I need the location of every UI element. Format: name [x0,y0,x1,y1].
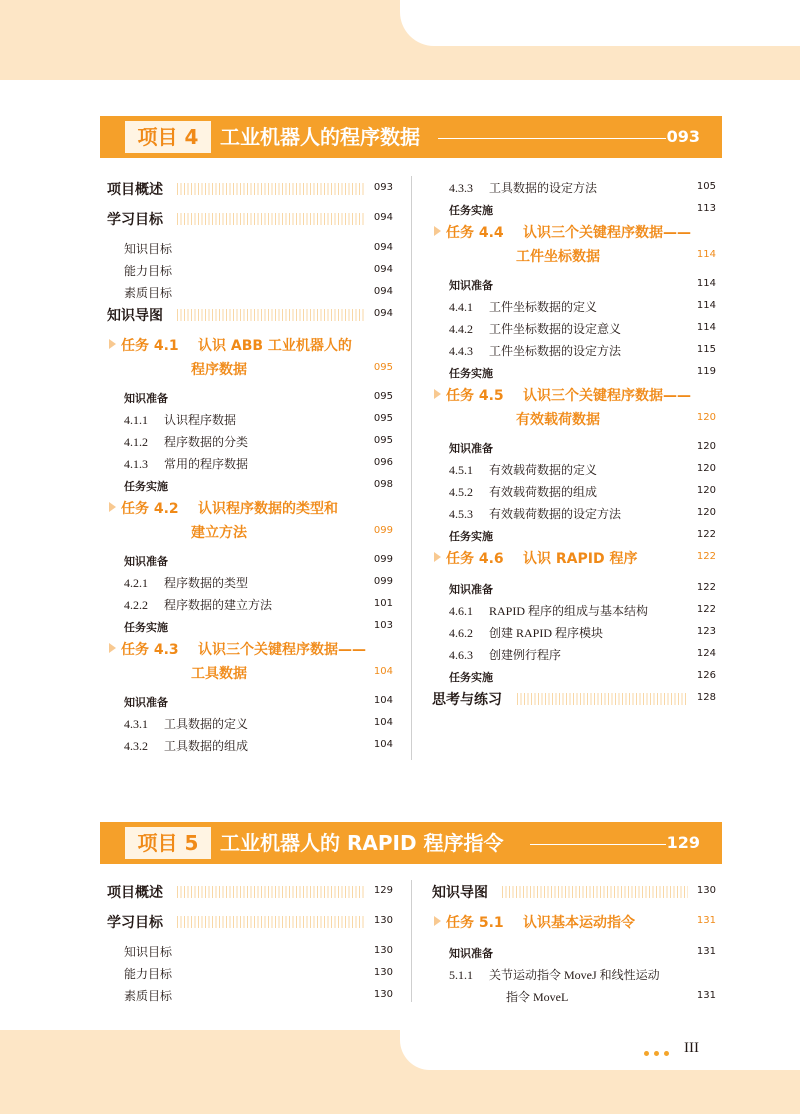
page-number-ref: 099 [373,554,393,565]
project-4-title: 工业机器人的程序数据 [220,125,420,149]
page-number-ref: 130 [373,967,393,978]
task-arrow-icon [434,916,441,926]
section-title [449,298,597,315]
section-text: 认识程序数据 [164,413,237,427]
section-text: 工件坐标数据的设定方法 [489,344,622,358]
page-number-ref: 114 [696,300,716,311]
section-title [124,433,248,450]
project-5-title-rule [530,844,666,845]
section-text: 工具数据的组成 [164,739,249,753]
page-number-ref: 104 [373,739,393,750]
section-title [124,411,236,428]
page-number-ref: 131 [696,946,716,957]
project-5-tab: 项目 5 [125,827,211,859]
page-number-ref: 120 [696,463,716,474]
section-number: 4.5.3 [449,507,473,521]
task-title-text: 认识三个关键程序数据—— [198,642,366,658]
task-title-continued: 程序数据 [191,362,247,378]
task-title [109,498,338,518]
section-text: RAPID 程序的组成与基本结构 [489,604,649,618]
entry-title: 素质目标 [124,286,173,300]
page-number-ref: 124 [696,648,716,659]
section-text: 常用的程序数据 [164,457,249,471]
section-number: 4.5.1 [449,463,473,477]
section-title [449,505,621,522]
entry-title: 任务实施 [449,204,493,217]
task-title [109,639,366,659]
project-5-page: 129 [666,833,700,852]
page-number-ref: 114 [696,278,716,289]
page-number-ref: 094 [373,264,393,275]
entry-title: 知识准备 [124,696,168,709]
task-arrow-icon [434,226,441,236]
entry-title: 素质目标 [124,989,173,1003]
entry-title: 能力目标 [124,967,173,981]
task-label: 任务 4.6 [446,551,504,567]
page-number-ref: 113 [696,203,716,214]
entry-title: 学习目标 [107,212,163,228]
section-title [449,461,597,478]
project-4-page: 093 [666,127,700,146]
page-number-ref: 099 [373,576,393,587]
entry-title: 知识准备 [124,555,168,568]
page-number-ref: 130 [696,885,716,896]
dotted-leader [177,309,365,321]
page-number-ref: 095 [373,435,393,446]
task-label: 任务 4.2 [121,501,179,517]
section-number: 5.1.1 [449,968,473,982]
page-number-ref: 126 [696,670,716,681]
page-number-ref: 093 [373,182,393,193]
page-number-ref: 119 [696,366,716,377]
page-number-ref: 095 [373,391,393,402]
section-text: 创建例行程序 [489,648,562,662]
entry-title: 任务实施 [124,480,168,493]
page-number-ref: 094 [373,308,393,319]
dotted-leader [517,693,688,705]
page-number-ref: 114 [696,322,716,333]
entry-title: 知识目标 [124,945,173,959]
page-number-ref: 130 [373,915,393,926]
section-text: 工具数据的设定方法 [489,181,598,195]
page-number-ref: 131 [696,990,716,1001]
task-title [434,385,691,405]
section-number: 4.4.2 [449,322,473,336]
entry-title: 思考与练习 [432,692,502,708]
page-number-ref: 129 [373,885,393,896]
task-title-continued: 有效载荷数据 [516,412,600,428]
entry-title: 学习目标 [107,915,163,931]
section-text: 工件坐标数据的设定意义 [489,322,622,336]
section-number: 4.4.3 [449,344,473,358]
page-number-ref: 096 [373,457,393,468]
section-text: 工具数据的定义 [164,717,249,731]
entry-title: 知识目标 [124,242,173,256]
task-title-text: 认识基本运动指令 [523,915,635,931]
page-number-ref: 130 [373,989,393,1000]
task-title [434,548,637,568]
task-title-text: 认识 RAPID 程序 [523,551,638,567]
entry-title: 项目概述 [107,885,163,901]
task-arrow-icon [109,643,116,653]
entry-title: 知识准备 [124,392,168,405]
page-number-ref: 120 [696,507,716,518]
section-text-continued: 指令 MoveL [506,990,569,1004]
page-number-ref: 095 [373,362,393,373]
page-number-ref: 105 [696,181,716,192]
entry-title: 能力目标 [124,264,173,278]
section-title [124,596,272,613]
task-arrow-icon [109,502,116,512]
entry-title: 知识导图 [107,308,163,324]
page-number-ref: 131 [696,915,716,926]
task-title-continued: 建立方法 [191,525,247,541]
task-arrow-icon [109,339,116,349]
entry-title: 项目概述 [107,182,163,198]
page-number-ref: 122 [696,529,716,540]
entry-title: 知识准备 [449,442,493,455]
section-title [449,646,561,663]
section-number: 4.6.2 [449,626,473,640]
section-number: 4.6.1 [449,604,473,618]
page-dots-decoration [644,1043,680,1055]
page-number-ref: 101 [373,598,393,609]
section-number: 4.2.1 [124,576,148,590]
section-number: 4.1.3 [124,457,148,471]
section-number: 4.1.1 [124,413,148,427]
page-number-ref: 120 [696,485,716,496]
task-title-text: 认识 ABB 工业机器人的 [198,338,352,354]
page-number: III [684,1040,699,1056]
page-number-ref: 122 [696,582,716,593]
task-title-text: 认识三个关键程序数据—— [523,388,691,404]
page-number-ref: 098 [373,479,393,490]
section-text: 有效载荷数据的定义 [489,463,598,477]
project-4-title-rule [438,138,666,139]
dotted-leader [502,886,688,898]
section-number: 4.1.2 [124,435,148,449]
entry-title: 知识准备 [449,583,493,596]
page-number-ref: 130 [373,945,393,956]
entry-title: 任务实施 [449,671,493,684]
dotted-leader [177,886,365,898]
section-title [124,574,248,591]
entry-title: 知识导图 [432,885,488,901]
column-divider [411,880,412,1002]
top-decorative-band [0,0,800,80]
page-number-ref: 099 [373,525,393,536]
section-number: 4.3.3 [449,181,473,195]
section-text: 创建 RAPID 程序模块 [489,626,604,640]
page-number-ref: 104 [373,717,393,728]
task-arrow-icon [434,552,441,562]
project-4-banner[interactable] [100,116,722,158]
task-title [109,335,352,355]
page-number-ref: 095 [373,413,393,424]
project-4-tab: 项目 4 [125,121,211,153]
task-title-text: 认识三个关键程序数据—— [523,225,691,241]
section-text: 程序数据的建立方法 [164,598,273,612]
task-label: 任务 5.1 [446,915,504,931]
section-number: 4.2.2 [124,598,148,612]
dotted-leader [177,213,365,225]
section-title [124,455,248,472]
section-text: 有效载荷数据的组成 [489,485,598,499]
task-label: 任务 4.3 [121,642,179,658]
section-text: 关节运动指令 MoveJ 和线性运动 [489,968,660,982]
project-5-banner[interactable] [100,822,722,864]
task-title-continued: 工件坐标数据 [516,249,600,265]
entry-title: 任务实施 [449,367,493,380]
page-number-ref: 115 [696,344,716,355]
page-number-ref: 094 [373,286,393,297]
task-label: 任务 4.1 [121,338,179,354]
section-title [449,624,603,641]
page-number-ref: 103 [373,620,393,631]
task-label: 任务 4.4 [446,225,504,241]
section-text: 程序数据的类型 [164,576,249,590]
task-title-continued: 工具数据 [191,666,247,682]
page-number-ref: 122 [696,604,716,615]
section-title [449,483,597,500]
page-number-ref: 104 [373,695,393,706]
section-title [449,602,648,619]
entry-title: 知识准备 [449,279,493,292]
dotted-leader [177,916,365,928]
page-number-ref: 114 [696,249,716,260]
task-label: 任务 4.5 [446,388,504,404]
bottom-decorative-band [0,1030,800,1114]
entry-title: 任务实施 [124,621,168,634]
section-title [124,737,248,754]
page-number-ref: 094 [373,242,393,253]
section-text: 程序数据的分类 [164,435,249,449]
page-number-ref: 128 [696,692,716,703]
page-number-ref: 094 [373,212,393,223]
section-number: 4.3.1 [124,717,148,731]
section-number: 4.4.1 [449,300,473,314]
page-number-ref: 120 [696,441,716,452]
section-title [449,179,597,196]
entry-title: 任务实施 [449,530,493,543]
page-number-ref: 120 [696,412,716,423]
section-number: 4.5.2 [449,485,473,499]
column-divider [411,176,412,760]
section-text: 有效载荷数据的设定方法 [489,507,622,521]
page-number-ref: 123 [696,626,716,637]
task-arrow-icon [434,389,441,399]
page-number-ref: 104 [373,666,393,677]
project-5-title: 工业机器人的 RAPID 程序指令 [220,831,504,855]
task-title [434,222,691,242]
section-title [449,966,660,983]
page-number-ref: 122 [696,551,716,562]
dotted-leader [177,183,365,195]
section-number: 4.3.2 [124,739,148,753]
task-title-text: 认识程序数据的类型和 [198,501,338,517]
section-title [449,342,621,359]
section-title [449,320,621,337]
section-text: 工件坐标数据的定义 [489,300,598,314]
task-title [434,912,635,932]
section-title [124,715,248,732]
entry-title: 知识准备 [449,947,493,960]
section-number: 4.6.3 [449,648,473,662]
